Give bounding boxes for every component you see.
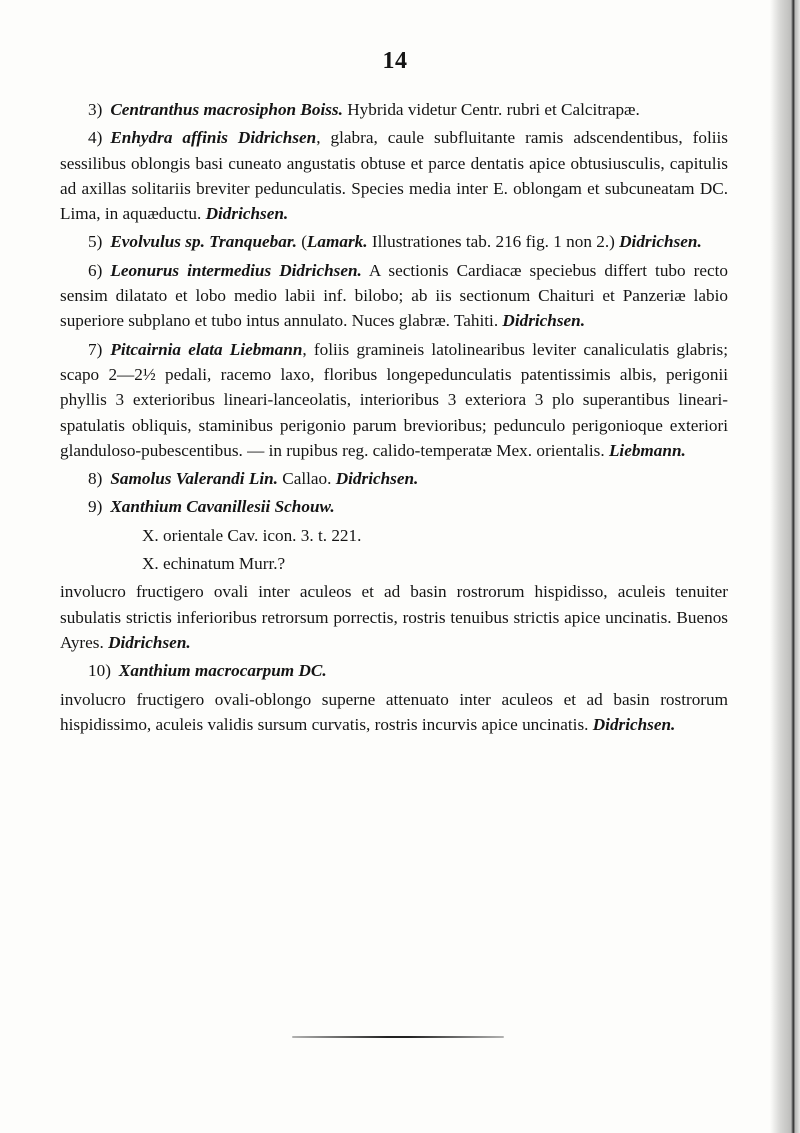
entry-number: 7) [88,339,103,359]
synonym-line: X. echinatum Murr.? [142,554,286,574]
species-name: Xanthium Cavanillesii Schouw. [110,497,335,517]
entry-6 [60,258,728,334]
entry-number: 10) [88,661,111,681]
entry-9-description [60,579,728,655]
entry-3 [60,97,728,122]
synonym-line: X. orientale Cav. icon. 3. t. 221. [142,525,362,545]
entry-9 [60,494,728,519]
entry-10 [60,658,728,683]
collector-name: Didrichsen. [592,714,676,734]
entry-text: , foliis gramineis latolinearibus leviter canaliculatis glabris; scapo 2—2½ pedali, racemo laxo, floribus longepedunculatis patentissimis albis, perigonii phyllis 3 exterioribus lineari-lanceolatis, interioribus 3 exteriora 3 plo superantibus lineari-spatulatis obliquis, staminibus perigonio parum brevioribus; pedunculo perigonioque exteriori glanduloso-pubescentibus. — in rupibus reg. calido-temperatæ Mex. orientalis. [60,339,728,460]
species-name: Xanthium macrocarpum DC. [118,661,327,681]
document-body [60,97,728,740]
collector-name: Didrichsen. [205,204,289,224]
section-end-rule [292,1036,504,1038]
entry-text: Hybrida videtur Centr. rubri et Calcitrapæ. [342,100,640,119]
collector-name: Liebmann. [608,440,686,460]
entry-4 [60,125,728,226]
species-name: Enhydra affinis Didrichsen [110,128,317,148]
entry-8 [60,466,728,491]
species-name: Samolus Valerandi Lin. [110,469,278,489]
page-gutter-shadow [770,0,800,1133]
species-name: Evolvulus sp. Tranquebar. [110,232,297,252]
entry-text: involucro fructigero ovali inter aculeos et ad basin rostrorum hispidisso, aculeis tenuiter subulatis strictis inferioribus retrorsum porrectis, rostris tenuibus strictis apice uncinatis. Buenos Ayres. [60,582,728,652]
collector-name: Didrichsen. [502,311,586,331]
entry-number: 6) [88,260,103,280]
species-name: Leonurus intermedius Didrichsen. [110,260,362,280]
entry-number: 4) [88,128,103,148]
entry-number: 9) [88,497,103,517]
entry-7 [60,337,728,463]
entry-text: , glabra, caule subfluitante ramis adscendentibus, foliis sessilibus oblongis basi cuneato angustatis obtuse et parce dentatis apice obtusiusculis, capitulis ad axillas solitariis breviter pedunculatis. Species media inter E. oblongam et subcuneatam DC. Lima, in aquæductu. [60,128,728,224]
reference-author: Lamark. [306,232,368,252]
collector-name: Didrichsen. [619,232,702,252]
species-name: Centranthus macrosiphon Boiss. [110,100,343,119]
entry-text: ( [296,232,307,252]
entry-text: A sectionis Cardiacæ speciebus differt tubo recto sensim dilatato et lobo medio labii inf. bilobo; ab iis sectionum Chaituri et Panzeriæ labio superiore subplano et tubo intus annulato. Nuces glabræ. Tahiti. [60,260,728,331]
entry-text: involucro fructigero ovali-oblongo superne attenuato inter aculeos et ad basin rostrorum hispidissimo, aculeis validis sursum curvatis, rostris incurvis apice uncinatis. [60,689,728,734]
entry-5 [60,229,728,254]
collector-name: Didrichsen. [335,469,419,489]
entry-text: Illustrationes tab. 216 fig. 1 non 2.) [367,232,620,252]
entry-number: 8) [88,469,103,489]
entry-text: Callao. [277,469,336,489]
entry-number: 5) [88,232,103,252]
page-number: 14 [382,48,408,74]
collector-name: Didrichsen. [108,632,191,652]
entry-10-description [60,687,728,738]
entry-number: 3) [88,100,103,119]
species-name: Pitcairnia elata Liebmann [110,339,303,359]
